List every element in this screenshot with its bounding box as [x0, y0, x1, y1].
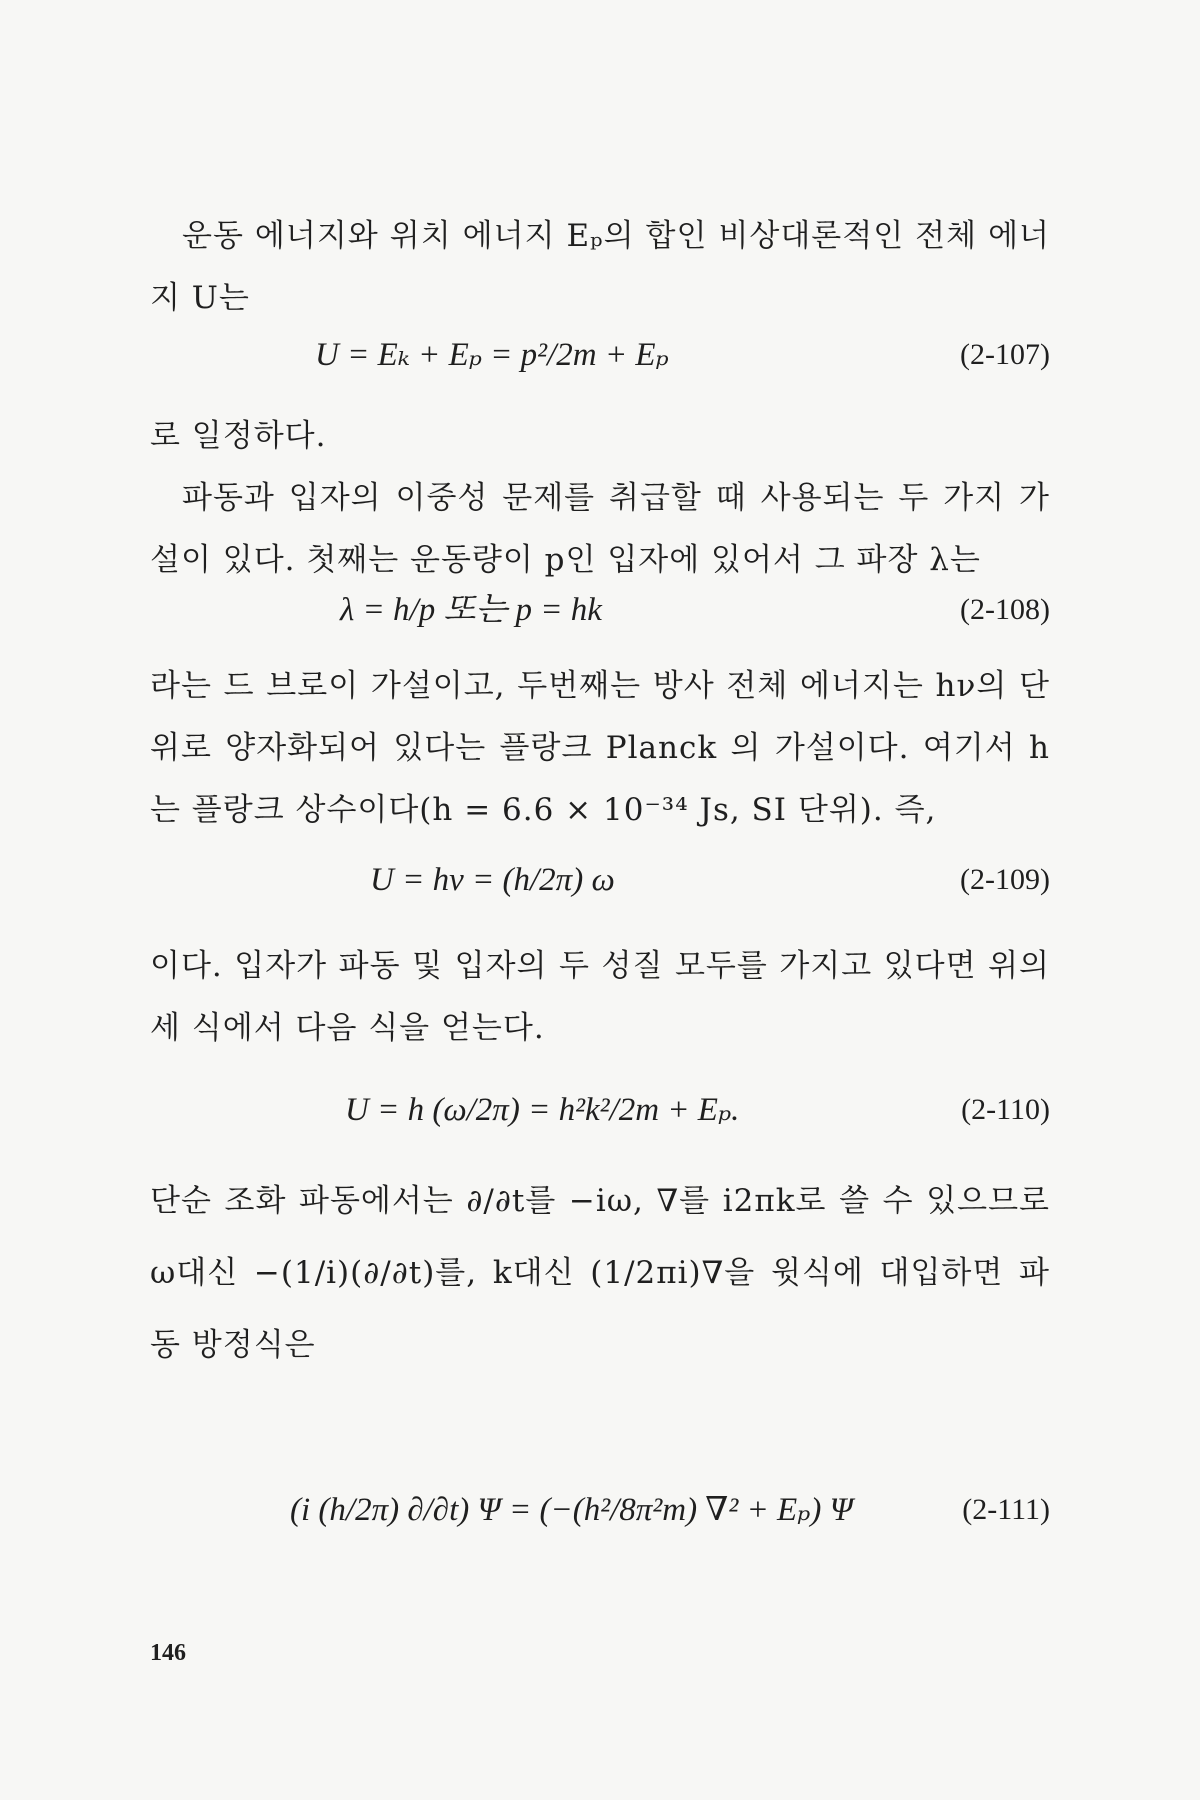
equation-row-2-108 [150, 570, 1050, 650]
equation-row-2-111 [150, 1470, 1050, 1550]
equation-2-111: (i (h/2π) ∂/∂t) Ψ = (−(h²/8π²m) ∇² + Eₚ) Ψ [290, 1492, 853, 1528]
paragraph-duality: 파동과 입자의 이중성 문제를 취급할 때 사용되는 두 가지 가설이 있다. 첫째는 운동량이 p인 입자에 있어서 그 파장 λ는 [150, 480, 1050, 578]
equation-2-110: U = h (ω/2π) = h²k²/2m + Eₚ. [345, 1092, 740, 1128]
paragraph-de-broglie-planck: 라는 드 브로이 가설이고, 두번째는 방사 전체 에너지는 hν의 단위로 양자화되어 있다는 플랑크 Planck 의 가설이다. 여기서 h는 플랑크 상수이다(h = 6.6 × 10⁻³⁴ Js, SI 단위). 즉, [150, 668, 1050, 828]
page-number: 146 [150, 1640, 186, 1666]
equation-2-108: λ = h/p 또는 p = hk [340, 592, 602, 628]
equation-number-2-109: (2-109) [960, 863, 1050, 896]
paragraph-harmonic-wave: 단순 조화 파동에서는 ∂/∂t를 −iω, ∇를 i2πk로 쓸 수 있으므로 ω대신 −(1/i)(∂/∂t)를, k대신 (1/2πi)∇을 윗식에 대입하면 파동 방정식은 [150, 1183, 1050, 1363]
equation-row-2-107 [150, 315, 1050, 395]
paragraph-constant: 로 일정하다. [150, 418, 327, 454]
equation-row-2-109 [150, 840, 1050, 920]
equation-2-107: U = Eₖ + Eₚ = p²/2m + Eₚ [315, 337, 669, 373]
equation-2-109: U = hν = (h/2π) ω [370, 862, 615, 898]
equation-number-2-107: (2-107) [960, 338, 1050, 371]
equation-row-2-110 [150, 1070, 1050, 1150]
paragraph-energy-intro: 운동 에너지와 위치 에너지 Eₚ의 합인 비상대론적인 전체 에너지 U는 [150, 218, 1050, 316]
equation-number-2-108: (2-108) [960, 593, 1050, 626]
equation-number-2-110: (2-110) [961, 1093, 1050, 1126]
equation-number-2-111: (2-111) [962, 1493, 1050, 1526]
paragraph-particle-wave: 이다. 입자가 파동 및 입자의 두 성질 모두를 가지고 있다면 위의 세 식에서 다음 식을 얻는다. [150, 948, 1050, 1046]
